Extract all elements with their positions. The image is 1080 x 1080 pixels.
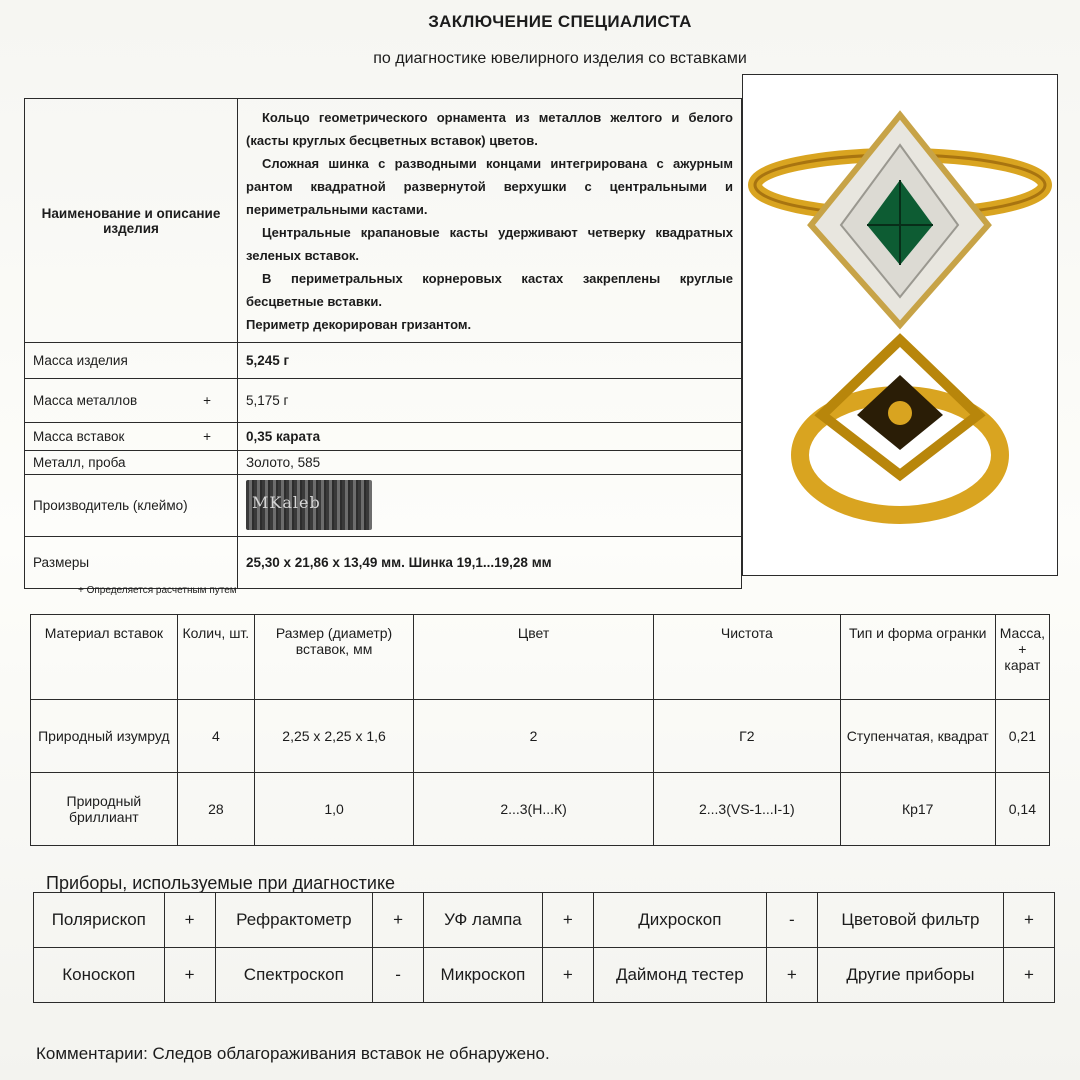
stone-cut: Ступенчатая, квадрат: [840, 700, 995, 773]
stones-table: [30, 614, 1050, 846]
document-subtitle: по диагностике ювелирного изделия со вставками: [373, 50, 747, 67]
tool-mark: +: [164, 893, 215, 948]
stones-header: Чистота: [653, 615, 840, 700]
tool-name: Рефрактометр: [215, 893, 373, 948]
stone-mass: 0,21: [995, 700, 1049, 773]
tool-mark: +: [542, 893, 593, 948]
tool-name: Даймонд тестер: [593, 948, 766, 1003]
metal-value: Золото, 585: [238, 451, 742, 475]
stone-count: 4: [177, 700, 254, 773]
stone-count: 28: [177, 773, 254, 846]
tool-name: Дихроскоп: [593, 893, 766, 948]
tools-table: [33, 892, 1055, 1003]
stones-header: Размер (диаметр) вставок, мм: [254, 615, 413, 700]
mass-inserts-value: 0,35 карата: [238, 423, 742, 451]
comments: Комментарии: Следов облагораживания вставок не обнаружено.: [36, 1044, 550, 1063]
maker-stamp-cell: [238, 475, 742, 537]
desc-paragraph: Центральные крапановые касты удерживают четверку квадратных зеленых вставок.: [246, 224, 733, 263]
ring-photos: [742, 74, 1058, 576]
mass-item-label: Масса изделия: [25, 343, 238, 379]
stone-size: 2,25 х 2,25 х 1,6: [254, 700, 413, 773]
tool-name: Другие приборы: [817, 948, 1003, 1003]
item-description: [238, 99, 742, 343]
tool-mark: -: [766, 893, 817, 948]
tool-mark: -: [373, 948, 424, 1003]
stones-header: Материал вставок: [31, 615, 178, 700]
stone-color: 2: [414, 700, 654, 773]
dimensions-value: 25,30 х 21,86 х 13,49 мм. Шинка 19,1...19,28 мм: [238, 537, 742, 589]
tool-mark: +: [373, 893, 424, 948]
stones-header: Цвет: [414, 615, 654, 700]
desc-paragraph: Сложная шинка с разводными концами интегрирована с ажурным рантом квадратной развернутой верхушки с центральными и периметральными кастами.: [246, 155, 733, 217]
stone-cut: Кр17: [840, 773, 995, 846]
desc-paragraph: Кольцо геометрического орнамента из металлов желтого и белого (касты круглых бесцветных вставок) цветов.: [246, 109, 733, 148]
stone-clarity: Г2: [653, 700, 840, 773]
stone-material: Природный бриллиант: [31, 773, 178, 846]
stone-clarity: 2...3(VS-1...I-1): [653, 773, 840, 846]
mass-metal-value: 5,175 г: [238, 379, 742, 423]
table-row: [31, 700, 1050, 773]
document-title: ЗАКЛЮЧЕНИЕ СПЕЦИАЛИСТА: [428, 12, 692, 31]
tool-mark: +: [542, 948, 593, 1003]
tool-name: Цветовой фильтр: [817, 893, 1003, 948]
stones-header: Колич, шт.: [177, 615, 254, 700]
tool-mark: +: [766, 948, 817, 1003]
mass-item-value: 5,245 г: [238, 343, 742, 379]
tool-mark: +: [1004, 893, 1055, 948]
dimensions-label: Размеры: [25, 537, 238, 589]
tool-name: УФ лампа: [424, 893, 543, 948]
stone-color: 2...3(Н...К): [414, 773, 654, 846]
item-info-table: [24, 98, 742, 589]
tool-name: Полярископ: [34, 893, 165, 948]
table-row: [34, 893, 1055, 948]
stone-material: Природный изумруд: [31, 700, 178, 773]
stone-mass: 0,14: [995, 773, 1049, 846]
stone-size: 1,0: [254, 773, 413, 846]
tool-mark: +: [1004, 948, 1055, 1003]
metal-label: Металл, проба: [25, 451, 238, 475]
footnote: + Определяется расчетным путем: [78, 585, 237, 596]
item-name-label: Наименование и описание изделия: [25, 99, 238, 343]
table-row: [34, 948, 1055, 1003]
mass-inserts-label: Масса вставок +: [25, 423, 238, 451]
stones-header: Тип и форма огранки: [840, 615, 995, 700]
maker-stamp-image: MKaleb: [246, 480, 372, 530]
desc-paragraph: Периметр декорирован гризантом.: [246, 316, 472, 332]
mass-metal-label: Масса металлов +: [25, 379, 238, 423]
tools-title: Приборы, используемые при диагностике: [46, 873, 396, 893]
table-row: [31, 773, 1050, 846]
stones-header-row: [31, 615, 1050, 700]
maker-label: Производитель (клеймо): [25, 475, 238, 537]
desc-paragraph: В периметральных корнеровых кастах закреплены круглые бесцветные вставки.: [246, 270, 733, 309]
ring-photo-icon: [743, 75, 1057, 575]
stones-header: Масса, + карат: [995, 615, 1049, 700]
tool-name: Спектроскоп: [215, 948, 373, 1003]
tool-name: Коноскоп: [34, 948, 165, 1003]
tool-mark: +: [164, 948, 215, 1003]
tool-name: Микроскоп: [424, 948, 543, 1003]
